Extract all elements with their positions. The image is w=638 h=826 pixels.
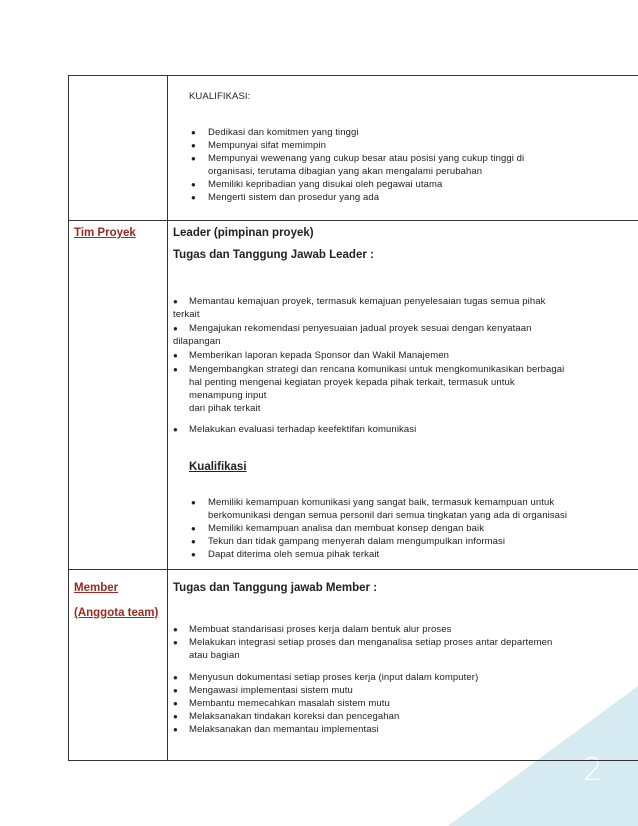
bullet: ● [173,725,178,734]
bullet: ● [173,351,178,360]
bullet: ● [191,180,196,189]
list-item: Mengembangkan strategi dan rencana komunikasi untuk mengkomunikasikan berbagai [189,364,565,375]
list-item: Mengawasi implementasi sistem mutu [189,685,353,696]
tim-proyek-label: Tim Proyek [74,227,136,239]
list-item: Mempunyai wewenang yang cukup besar atau posisi yang cukup tinggi di [208,153,525,164]
list-item: Menyusun dokumentasi setiap proses kerja (input dalam komputer) [189,672,479,683]
bullet: ● [191,537,196,546]
list-item-continued: organisasi, terutama dibagian yang akan mengalami perubahan [208,166,483,177]
bullet: ● [173,324,178,333]
bullet: ● [191,128,196,137]
role-table [68,75,638,761]
bullet: ● [173,425,178,434]
list-item-continued: berkomunikasi dengan semua personil dari semua tingkatan yang ada di organisasi [208,510,568,521]
list-item: Membantu memecahkan masalah sistem mutu [189,698,390,709]
list-item-continued: terkait [173,309,200,320]
list-item: Melaksanakan tindakan koreksi dan pencegahan [189,711,400,722]
bullet: ● [173,699,178,708]
bullet: ● [173,365,178,374]
bullet: ● [191,550,196,559]
page-number: 2 [583,752,603,788]
list-item-continued: menampung input [189,390,267,401]
bullet: ● [191,498,196,507]
bullet: ● [173,712,178,721]
list-item: Melakukan evaluasi terhadap keefektifan komunikasi [189,424,417,435]
kualifikasi-heading: KUALIFIKASI: [189,91,251,102]
bullet: ● [191,524,196,533]
member-label: Member [74,582,119,594]
list-item: Dedikasi dan komitmen yang tinggi [208,127,359,138]
list-item: Mempunyai sifat memimpin [208,140,327,151]
bullet: ● [173,625,178,634]
kualifikasi-cell [173,76,638,220]
list-item-continued: dari pihak terkait [189,403,261,414]
list-item-continued: hal penting mengenai kegiatan proyek kepada pihak terkait, termasuk untuk [189,377,515,388]
bullet: ● [173,297,178,306]
list-item: Dapat diterima oleh semua pihak terkait [208,549,380,560]
bullet: ● [173,673,178,682]
list-item: Memantau kemajuan proyek, termasuk kemajuan penyelesaian tugas semua pihak [189,296,546,307]
list-item-continued: dilapangan [173,336,221,347]
bullet: ● [173,686,178,695]
list-item: Membuat standarisasi proses kerja dalam bentuk alur proses [189,624,452,635]
list-item: Memiliki kemampuan analisa dan membuat konsep dengan baik [208,523,485,534]
list-item: Memiliki kepribadian yang disukai oleh pegawai utama [208,179,443,190]
kualifikasi-leader-heading: Kualifikasi [189,461,247,473]
member-cell [173,569,638,761]
list-item: Melaksanakan dan memantau implementasi [189,724,379,735]
bullet: ● [191,154,196,163]
bullet: ● [173,638,178,647]
list-item: Melakukan integrasi setiap proses dan menganalisa setiap proses antar departemen [189,637,553,648]
column-divider [167,76,168,760]
list-item: Tekun dan tidak gampang menyerah dalam mengumpulkan informasi [208,536,506,547]
bullet: ● [191,141,196,150]
list-item: Mengerti sistem dan prosedur yang ada [208,192,380,203]
list-item: Memiliki kemampuan komunikasi yang sangat baik, termasuk kemampuan untuk [208,497,555,508]
leader-title: Leader (pimpinan proyek) [173,227,314,239]
member-label-sub: (Anggota team) [74,607,159,619]
list-item: Mengajukan rekomendasi penyesuaian jadual proyek sesuai dengan kenyataan [189,323,532,334]
member-tugas-heading: Tugas dan Tanggung jawab Member : [173,582,378,594]
leader-tugas-heading: Tugas dan Tanggung Jawab Leader : [173,249,374,261]
list-item: Memberikan laporan kepada Sponsor dan Wakil Manajemen [189,350,450,361]
tim-proyek-cell [173,220,638,569]
list-item-continued: atau bagian [189,650,240,661]
bullet: ● [191,193,196,202]
